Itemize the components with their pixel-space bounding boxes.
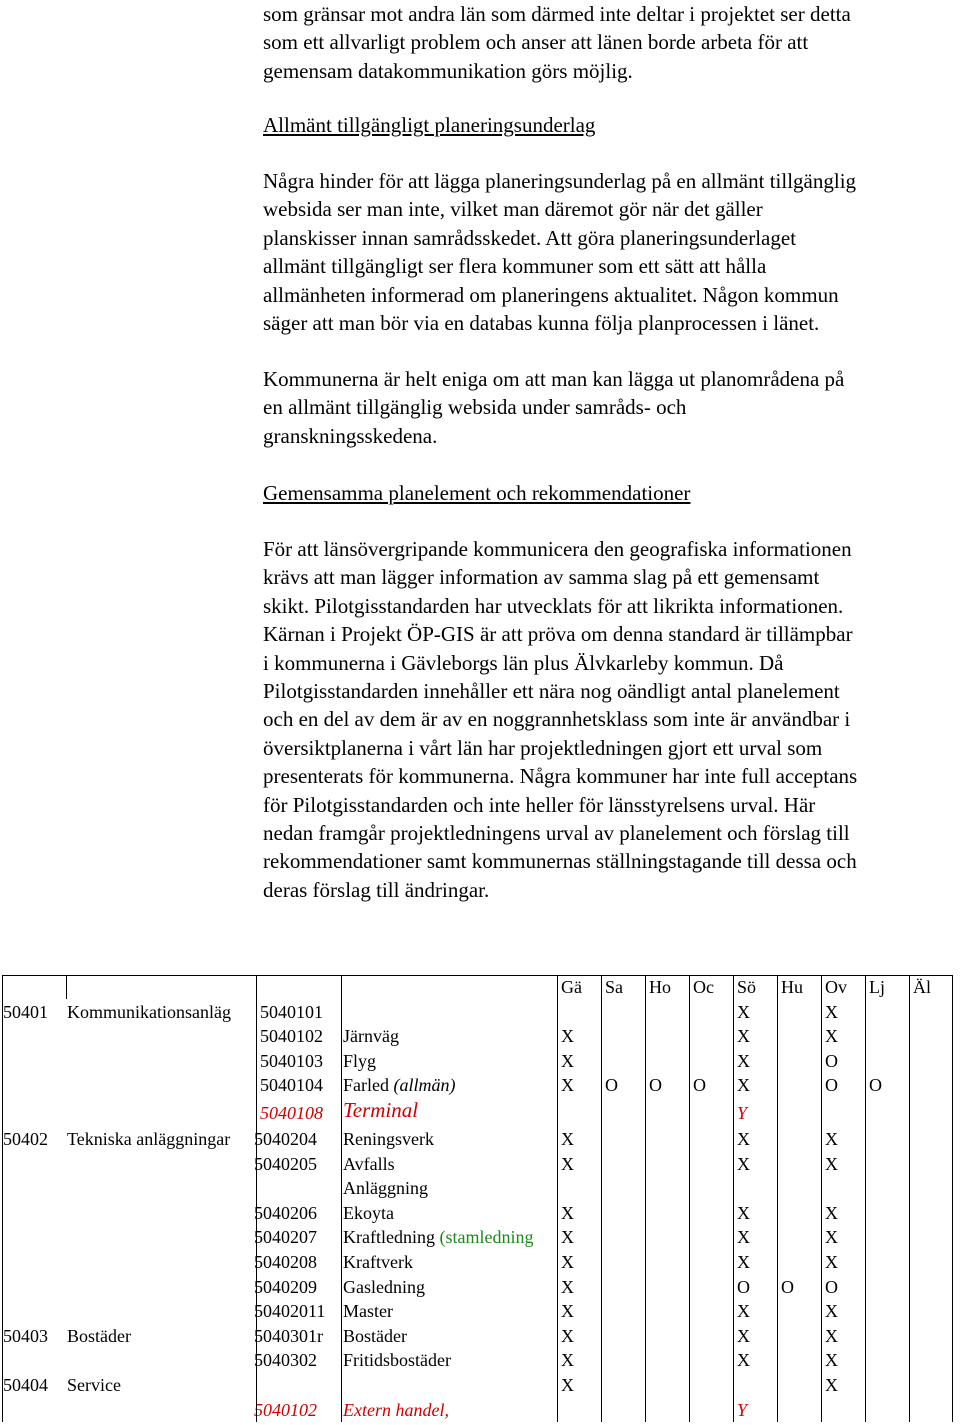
element-name: Master xyxy=(343,1301,393,1322)
group-code: 50404 xyxy=(3,1374,48,1395)
mark-cell: O xyxy=(825,1050,838,1071)
column-divider xyxy=(865,975,866,1422)
mark-cell: X xyxy=(737,1202,750,1223)
text-line: granskningsskedena. xyxy=(263,423,438,448)
table-row xyxy=(2,1299,953,1324)
table-row xyxy=(2,1073,953,1098)
text-line: Kärnan i Projekt ÖP-GIS är att pröva om denna standard är tillämpbar xyxy=(263,622,853,647)
column-header: Ho xyxy=(649,977,671,997)
element-code: 5040209 xyxy=(254,1276,317,1297)
element-name-note: (allmän) xyxy=(393,1075,456,1096)
text-line: översiktplanerna i vårt län har projektledningen gjort ett urval som xyxy=(263,735,823,760)
element-name: Kraftverk xyxy=(343,1251,413,1272)
element-code: 5040103 xyxy=(260,1050,323,1071)
text-line: som ett allvarligt problem och anser att länen borde arbeta för att xyxy=(263,30,809,55)
text-line: i kommunerna i Gävleborgs län plus Älvkarleby kommun. Då xyxy=(263,650,784,675)
table-row xyxy=(2,1225,953,1250)
element-code: 5040101 xyxy=(260,1001,323,1022)
table-left-border xyxy=(2,975,3,1422)
element-code: 5040301r xyxy=(254,1325,323,1346)
text-line: deras förslag till ändringar. xyxy=(263,877,490,902)
text-line: skikt. Pilotgisstandarden har utvecklats för att likrikta informationen. xyxy=(263,593,844,618)
column-divider xyxy=(557,975,558,1422)
group-name: Kommunikationsanläg xyxy=(67,1001,231,1022)
mark-cell: X xyxy=(737,1153,750,1174)
mark-cell: Y xyxy=(737,1399,748,1420)
element-name xyxy=(343,1073,455,1098)
column-divider xyxy=(909,975,910,1422)
text-line: websida ser man inte, vilket man däremot gör när det gäller xyxy=(263,197,763,222)
text-line: allmänt tillgängligt ser flera kommuner som ett sätt att hålla xyxy=(263,254,767,279)
mark-cell: X xyxy=(825,1227,838,1248)
text-line: För att länsövergripande kommunicera den geografiska informationen xyxy=(263,537,852,561)
element-code: 5040207 xyxy=(254,1227,317,1248)
table-row xyxy=(2,1250,953,1275)
mark-cell: X xyxy=(737,1325,750,1346)
text-line: och en del av dem är av en noggrannhetsklass som inte är användbar i xyxy=(263,707,851,732)
text-line: som gränsar mot andra län som därmed inte deltar i projektet ser detta xyxy=(263,2,851,26)
text-line: krävs att man lägger information av samma slag på ett gemensamt xyxy=(263,565,820,590)
mark-cell: X xyxy=(561,1153,574,1174)
mark-cell: O xyxy=(649,1075,662,1096)
table-row xyxy=(2,1373,953,1398)
element-code: 50402011 xyxy=(254,1301,326,1322)
mark-cell: O xyxy=(825,1276,838,1297)
table-row xyxy=(2,1398,953,1423)
column-header: Sa xyxy=(605,977,623,997)
element-name xyxy=(343,1225,533,1250)
mark-cell: X xyxy=(825,1350,838,1371)
column-header: Sö xyxy=(737,977,757,997)
mark-cell: Y xyxy=(737,1102,748,1123)
element-code: 5040205 xyxy=(254,1153,317,1174)
mark-cell: X xyxy=(825,1374,838,1395)
column-divider xyxy=(777,975,778,1422)
group-code: 50402 xyxy=(3,1128,48,1149)
table-row xyxy=(2,1098,953,1127)
element-name: Ekoyta xyxy=(343,1202,394,1223)
mark-cell: O xyxy=(693,1075,706,1096)
group-name: Service xyxy=(67,1374,121,1395)
mark-cell: X xyxy=(561,1128,574,1149)
mark-cell: X xyxy=(561,1050,574,1071)
element-name: Fritidsbostäder xyxy=(343,1350,451,1371)
element-name: Flyg xyxy=(343,1050,377,1071)
column-divider xyxy=(733,975,734,1422)
table-header-row xyxy=(2,975,953,1000)
column-divider xyxy=(341,975,342,1422)
table-row xyxy=(2,1024,953,1049)
text-line: säger att man bör via en databas kunna följa planprocessen i länet. xyxy=(263,311,820,336)
column-divider xyxy=(689,975,690,1422)
paragraph-kommunerna xyxy=(263,365,960,450)
column-divider xyxy=(601,975,602,1422)
column-divider xyxy=(645,975,646,1422)
table-row xyxy=(2,1000,953,1025)
planelement-table xyxy=(2,975,953,1422)
table-row xyxy=(2,1152,953,1177)
mark-cell: O xyxy=(869,1075,882,1096)
text-line: planskisser innan samrådsskedet. Att göra planeringsunderlaget xyxy=(263,225,797,250)
element-name: Bostäder xyxy=(343,1325,407,1346)
element-name: Järnväg xyxy=(343,1026,399,1047)
table-row xyxy=(2,1275,953,1300)
element-code: 5040108 xyxy=(260,1102,323,1123)
table-row xyxy=(2,1127,953,1152)
mark-cell: X xyxy=(561,1374,574,1395)
mark-cell: O xyxy=(605,1075,618,1096)
mark-cell: X xyxy=(561,1325,574,1346)
column-header: Oc xyxy=(693,977,714,997)
mark-cell: X xyxy=(561,1276,574,1297)
paragraph-planelement xyxy=(263,535,960,904)
mark-cell: X xyxy=(737,1128,750,1149)
mark-cell: O xyxy=(737,1276,750,1297)
element-code: 5040104 xyxy=(260,1075,323,1096)
paragraph-planeringsunderlag xyxy=(263,167,960,337)
mark-cell: X xyxy=(737,1026,750,1047)
column-header: Gä xyxy=(561,977,582,997)
element-name-main: Kraftledning xyxy=(343,1227,440,1248)
group-code: 50401 xyxy=(3,1001,48,1022)
element-code: 5040206 xyxy=(254,1202,317,1223)
element-code: 5040204 xyxy=(254,1128,317,1149)
text-line: för Pilotgisstandarden och inte heller för länsstyrelsens urval. Här xyxy=(263,792,816,817)
mark-cell: X xyxy=(561,1026,574,1047)
element-name: Terminal xyxy=(343,1097,419,1122)
heading-planelement: Gemensamma planelement och rekommendationer xyxy=(263,481,691,505)
group-code: 50403 xyxy=(3,1325,48,1346)
text-line: en allmänt tillgänglig websida under samråds- och xyxy=(263,395,687,420)
text-line: presenterats för kommunerna. Några kommuner har inte full acceptans xyxy=(263,764,858,789)
mark-cell: O xyxy=(781,1276,794,1297)
element-name: Anläggning xyxy=(343,1178,428,1199)
element-name: Gasledning xyxy=(343,1276,425,1297)
mark-cell: X xyxy=(737,1227,750,1248)
element-name-note: (stamledning xyxy=(439,1227,534,1248)
text-line: rekommendationer samt kommunernas ställningstagande till dessa och xyxy=(263,849,857,874)
mark-cell: X xyxy=(561,1301,574,1322)
heading-planeringsunderlag: Allmänt tillgängligt planeringsunderlag xyxy=(263,113,596,137)
table-row xyxy=(2,1201,953,1226)
mark-cell: X xyxy=(561,1202,574,1223)
text-line: gemensam datakommunikation görs möjlig. xyxy=(263,58,633,83)
mark-cell: O xyxy=(825,1075,838,1096)
mark-cell: X xyxy=(825,1301,838,1322)
column-header: Lj xyxy=(869,977,885,997)
table-row xyxy=(2,1176,953,1201)
column-divider xyxy=(66,975,67,999)
element-code: 5040102 xyxy=(254,1399,317,1420)
element-code: 5040302 xyxy=(254,1350,317,1371)
column-header: Hu xyxy=(781,977,803,997)
element-name: Avfalls xyxy=(343,1153,395,1174)
column-header: Äl xyxy=(913,977,931,997)
table-row xyxy=(2,1348,953,1373)
mark-cell: X xyxy=(561,1350,574,1371)
mark-cell: X xyxy=(737,1251,750,1272)
element-name-main: Farled xyxy=(343,1075,394,1096)
mark-cell: X xyxy=(737,1350,750,1371)
mark-cell: X xyxy=(737,1001,750,1022)
mark-cell: X xyxy=(561,1075,574,1096)
table-row xyxy=(2,1324,953,1349)
mark-cell: X xyxy=(737,1075,750,1096)
mark-cell: X xyxy=(825,1128,838,1149)
column-divider xyxy=(821,975,822,1422)
mark-cell: X xyxy=(825,1325,838,1346)
mark-cell: X xyxy=(825,1001,838,1022)
group-name: Tekniska anläggningar xyxy=(67,1128,231,1149)
mark-cell: X xyxy=(825,1026,838,1047)
element-name: Reningsverk xyxy=(343,1128,434,1149)
element-name: Extern handel, xyxy=(343,1399,449,1420)
text-line: Kommunerna är helt eniga om att man kan lägga ut planområdena på xyxy=(263,367,845,391)
text-line: nedan framgår projektledningens urval av planelement och förslag till xyxy=(263,821,850,846)
element-code: 5040102 xyxy=(260,1026,323,1047)
mark-cell: X xyxy=(825,1153,838,1174)
text-line: Några hinder för att lägga planeringsunderlag på en allmänt tillgänglig xyxy=(263,169,857,193)
mark-cell: X xyxy=(825,1251,838,1272)
element-code: 5040208 xyxy=(254,1251,317,1272)
table-row xyxy=(2,1049,953,1074)
mark-cell: X xyxy=(737,1050,750,1071)
table-top-border xyxy=(2,975,953,976)
mark-cell: X xyxy=(561,1227,574,1248)
mark-cell: X xyxy=(737,1301,750,1322)
text-line: allmänheten informerad om planeringens aktualitet. Någon kommun xyxy=(263,282,839,307)
group-name: Bostäder xyxy=(67,1325,131,1346)
column-divider xyxy=(256,975,257,1422)
column-header: Ov xyxy=(825,977,847,997)
mark-cell: X xyxy=(561,1251,574,1272)
paragraph-intro xyxy=(263,0,960,85)
table-right-border xyxy=(952,975,953,1422)
mark-cell: X xyxy=(825,1202,838,1223)
text-line: Pilotgisstandarden innehåller ett nära nog oändligt antal planelement xyxy=(263,679,840,704)
